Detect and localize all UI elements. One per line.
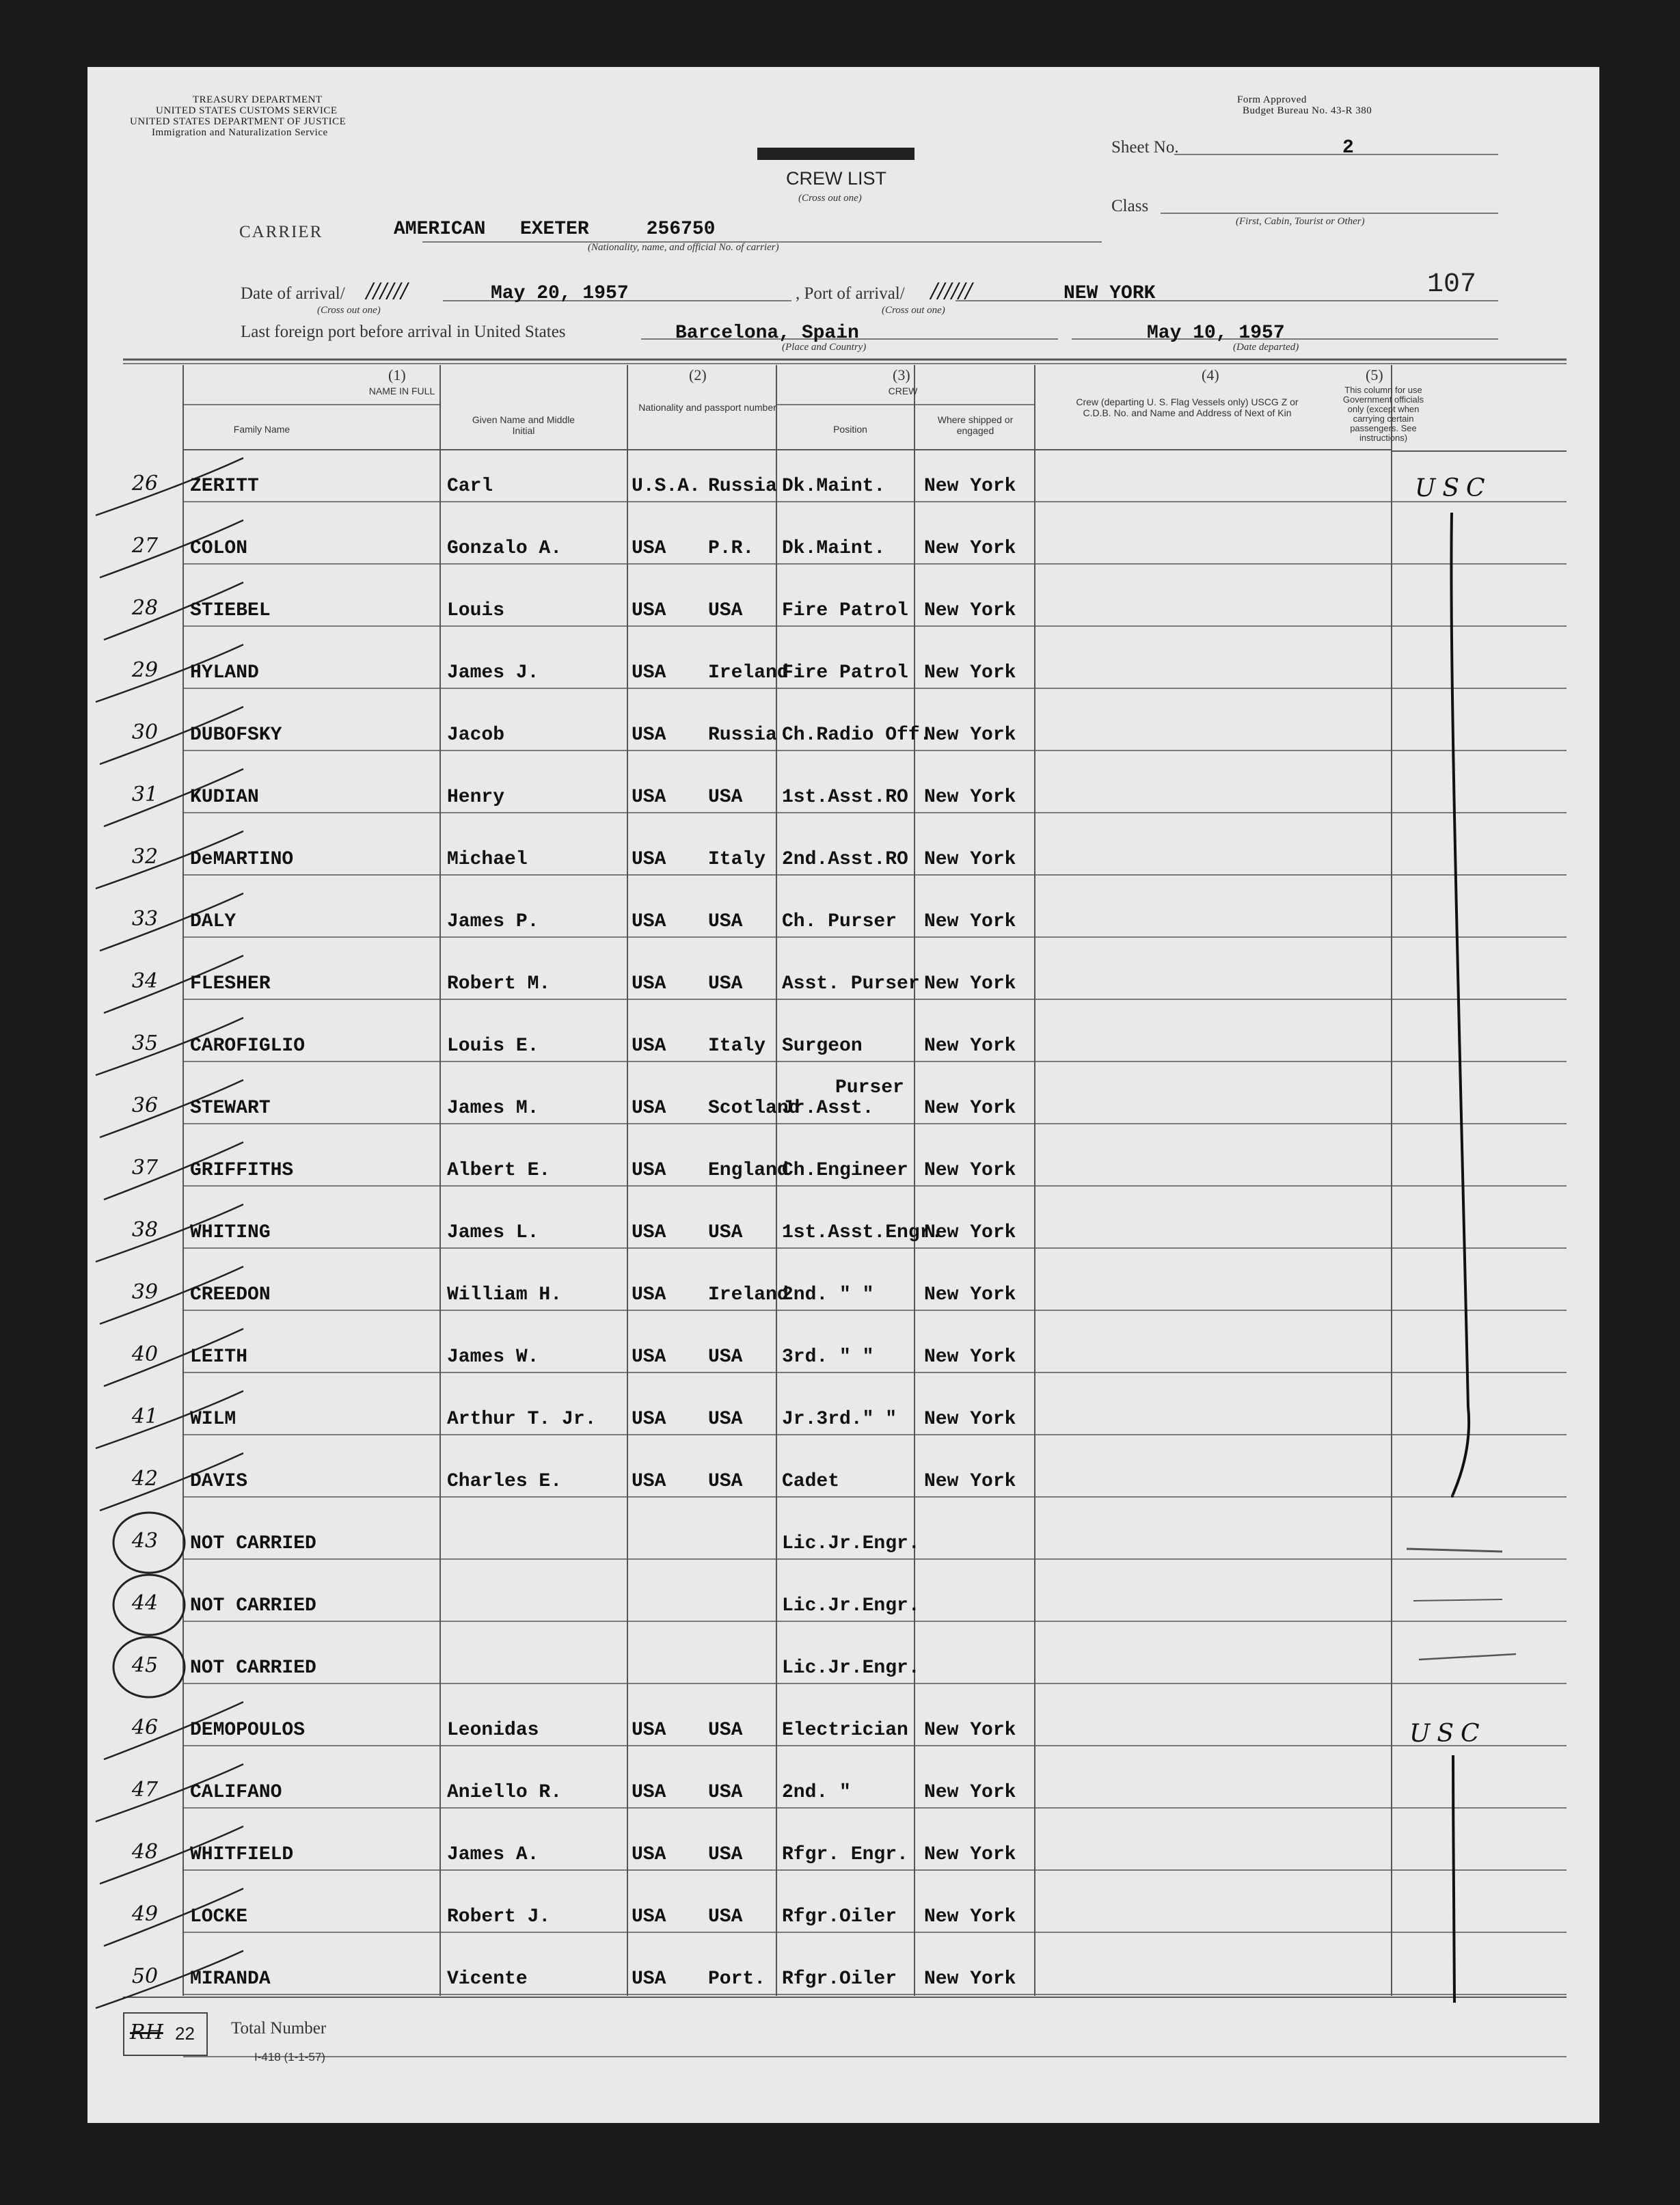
cell-family: FLESHER bbox=[190, 973, 271, 995]
cell-family: MIRANDA bbox=[190, 1969, 271, 1990]
cell-given: James P. bbox=[447, 911, 539, 932]
cell-nat: USA bbox=[632, 1160, 666, 1181]
col3-number: (3) bbox=[893, 366, 910, 383]
cell-given: James M. bbox=[447, 1098, 539, 1119]
cell-pass: Scotland bbox=[708, 1098, 800, 1119]
given-name-header: Given Name and Middle Initial bbox=[472, 414, 575, 436]
cell-position: Lic.Jr.Engr. bbox=[782, 1595, 920, 1616]
col5-mark: USC bbox=[1415, 474, 1492, 502]
row-number: 40 bbox=[131, 1342, 159, 1366]
col1-title: NAME IN FULL bbox=[368, 385, 435, 396]
approval-line: Budget Bureau No. 43-R 380 bbox=[1243, 105, 1372, 116]
cell-where: New York bbox=[924, 1284, 1016, 1306]
cell-pass: P.R. bbox=[708, 538, 755, 559]
cell-pass: USA bbox=[708, 911, 743, 932]
cell-family: STIEBEL bbox=[190, 600, 271, 621]
arrival-date-value: May 20, 1957 bbox=[491, 283, 629, 304]
row-number: 48 bbox=[131, 1840, 159, 1864]
row-number: 50 bbox=[131, 1964, 159, 1988]
row-number: 29 bbox=[131, 658, 159, 682]
cell-where: New York bbox=[924, 1844, 1016, 1865]
cell-nat: USA bbox=[632, 1720, 666, 1741]
port-strikeout: ////// bbox=[931, 279, 973, 303]
cell-nat: U.S.A. bbox=[632, 476, 701, 497]
cell-where: New York bbox=[924, 1036, 1016, 1057]
cell-nat: USA bbox=[632, 1098, 666, 1119]
row-number: 41 bbox=[131, 1405, 159, 1429]
cell-family: HYLAND bbox=[190, 662, 259, 684]
cell-position: Lic.Jr.Engr. bbox=[782, 1658, 920, 1679]
cell-position: Fire Patrol bbox=[782, 662, 908, 684]
cell-pass: USA bbox=[708, 1347, 743, 1368]
row-number: 28 bbox=[131, 596, 159, 620]
cell-nat: USA bbox=[632, 787, 666, 808]
cell-given: Robert M. bbox=[447, 973, 551, 995]
cell-nat: USA bbox=[632, 849, 666, 870]
crew-list-page bbox=[87, 67, 1599, 2123]
cell-family: WILM bbox=[190, 1409, 236, 1430]
col5-bracket bbox=[1453, 1755, 1454, 2003]
row-number: 26 bbox=[131, 472, 159, 496]
col2-title: Nationality and passport number bbox=[638, 402, 776, 413]
cell-where: New York bbox=[924, 538, 1016, 559]
cell-position: 1st.Asst.RO bbox=[782, 787, 908, 808]
cell-nat: USA bbox=[632, 1969, 666, 1990]
carrier-label: CARRIER bbox=[239, 223, 323, 241]
port-label: , Port of arrival/ bbox=[796, 284, 905, 303]
row-number: 34 bbox=[131, 969, 159, 993]
port-cross-note: (Cross out one) bbox=[882, 305, 945, 316]
cell-pass: Russia bbox=[708, 476, 777, 497]
cell-nat: USA bbox=[632, 973, 666, 995]
last-port-label: Last foreign port before arrival in United States bbox=[241, 323, 566, 341]
cell-nat: USA bbox=[632, 1409, 666, 1430]
cell-family: WHITING bbox=[190, 1222, 271, 1243]
row-number: 32 bbox=[131, 845, 159, 869]
cell-pass: USA bbox=[708, 600, 743, 621]
row-number: 49 bbox=[131, 1902, 159, 1926]
cell-position: Dk.Maint. bbox=[782, 538, 886, 559]
cell-given: Arthur T. Jr. bbox=[447, 1409, 597, 1430]
cell-where: New York bbox=[924, 1347, 1016, 1368]
last-port-value: Barcelona, Spain bbox=[675, 323, 859, 344]
cell-given: James L. bbox=[447, 1222, 539, 1243]
col1-number: (1) bbox=[388, 366, 406, 383]
carrier-value: AMERICAN EXETER 256750 bbox=[394, 219, 716, 240]
col2-number: (2) bbox=[689, 366, 707, 383]
cell-pass: USA bbox=[708, 1471, 743, 1492]
cell-given: Leonidas bbox=[447, 1720, 539, 1741]
col5-mark: USC bbox=[1409, 1720, 1487, 1748]
cell-nat: USA bbox=[632, 911, 666, 932]
form-code: I-418 (1-1-57) bbox=[254, 2051, 325, 2064]
row-number: 38 bbox=[131, 1218, 159, 1242]
cell-given: Henry bbox=[447, 787, 505, 808]
cell-family: DALY bbox=[190, 911, 236, 932]
stamp-number: 107 bbox=[1427, 269, 1477, 300]
cell-given: Jacob bbox=[447, 725, 505, 746]
cell-nat: USA bbox=[632, 725, 666, 746]
cell-family: ZERITT bbox=[190, 476, 259, 497]
cell-given: William H. bbox=[447, 1284, 563, 1306]
cell-given: James A. bbox=[447, 1844, 539, 1865]
cell-where: New York bbox=[924, 973, 1016, 995]
cell-given: Gonzalo A. bbox=[447, 538, 563, 559]
row-number: 36 bbox=[131, 1094, 159, 1118]
approval-line: Form Approved bbox=[1237, 94, 1307, 105]
cell-nat: USA bbox=[632, 1036, 666, 1057]
cell-pass: USA bbox=[708, 1844, 743, 1865]
cell-given: Louis E. bbox=[447, 1036, 539, 1057]
col3-title: CREW bbox=[888, 385, 918, 396]
cell-given: Carl bbox=[447, 476, 493, 497]
row-number: 45 bbox=[131, 1653, 159, 1677]
col5-bracket bbox=[1451, 513, 1469, 1496]
cell-given: Aniello R. bbox=[447, 1782, 563, 1803]
class-note: (First, Cabin, Tourist or Other) bbox=[1236, 216, 1365, 227]
col5-number: (5) bbox=[1366, 366, 1383, 383]
cell-family: CREEDON bbox=[190, 1284, 271, 1306]
cell-given: Robert J. bbox=[447, 1906, 551, 1927]
departed-value: May 10, 1957 bbox=[1147, 323, 1285, 344]
cell-position: Fire Patrol bbox=[782, 600, 908, 621]
cell-position-note: Purser bbox=[835, 1077, 904, 1098]
port-value: NEW YORK bbox=[1063, 283, 1156, 304]
agency-line: Immigration and Naturalization Service bbox=[152, 127, 328, 138]
cell-position: 2nd.Asst.RO bbox=[782, 849, 908, 870]
cell-family: LEITH bbox=[190, 1347, 248, 1368]
row-number: 31 bbox=[131, 783, 159, 807]
cell-where: New York bbox=[924, 787, 1016, 808]
sheet-value: 2 bbox=[1342, 137, 1354, 159]
cell-family: NOT CARRIED bbox=[190, 1658, 316, 1679]
cell-family: NOT CARRIED bbox=[190, 1595, 316, 1616]
cell-where: New York bbox=[924, 1720, 1016, 1741]
position-header: Position bbox=[833, 424, 867, 435]
arrival-date-label: Date of arrival/ bbox=[241, 284, 345, 303]
cell-nat: USA bbox=[632, 1844, 666, 1865]
cell-given: James W. bbox=[447, 1347, 539, 1368]
sheet-label: Sheet No. bbox=[1111, 138, 1179, 157]
cell-where: New York bbox=[924, 662, 1016, 684]
row-number: 27 bbox=[131, 534, 159, 558]
cell-position: Cadet bbox=[782, 1471, 840, 1492]
cell-given: Charles E. bbox=[447, 1471, 563, 1492]
total-label: Total Number bbox=[231, 2019, 327, 2038]
total-value: 22 bbox=[175, 2023, 195, 2044]
last-port-note: (Place and Country) bbox=[782, 342, 867, 353]
arrival-cross-note: (Cross out one) bbox=[317, 305, 381, 316]
row-number: 30 bbox=[131, 720, 159, 744]
cell-where: New York bbox=[924, 476, 1016, 497]
cell-where: New York bbox=[924, 1409, 1016, 1430]
cell-pass: Ireland bbox=[708, 662, 789, 684]
cell-nat: USA bbox=[632, 1782, 666, 1803]
cell-pass: Port. bbox=[708, 1969, 766, 1990]
col5-dash bbox=[1419, 1654, 1516, 1660]
cell-position: Electrician bbox=[782, 1720, 908, 1741]
cell-family: DeMARTINO bbox=[190, 849, 294, 870]
col4-title: Crew (departing U. S. Flag Vessels only) USCG Z or C.D.B. No. and Name and Address of Next of Kin bbox=[1076, 396, 1299, 418]
cell-position: Rfgr.Oiler bbox=[782, 1906, 897, 1927]
cell-where: New York bbox=[924, 1906, 1016, 1927]
title-note: (Cross out one) bbox=[798, 193, 862, 204]
row-number: 46 bbox=[131, 1716, 159, 1740]
cell-where: New York bbox=[924, 1098, 1016, 1119]
cell-position: Lic.Jr.Engr. bbox=[782, 1533, 920, 1554]
cell-where: New York bbox=[924, 1160, 1016, 1181]
cell-nat: USA bbox=[632, 538, 666, 559]
cell-nat: USA bbox=[632, 1284, 666, 1306]
col5-dash bbox=[1407, 1549, 1502, 1552]
cell-pass: USA bbox=[708, 1409, 743, 1430]
row-number: 43 bbox=[131, 1529, 159, 1553]
cell-position: Asst. Purser bbox=[782, 973, 920, 995]
row-number: 35 bbox=[131, 1031, 159, 1055]
cell-where: New York bbox=[924, 1782, 1016, 1803]
cell-pass: England bbox=[708, 1160, 789, 1181]
cell-nat: USA bbox=[632, 662, 666, 684]
cell-position: 2nd. " " bbox=[782, 1284, 874, 1306]
cell-family: LOCKE bbox=[190, 1906, 248, 1927]
cell-family: STEWART bbox=[190, 1098, 271, 1119]
total-initials: RH bbox=[130, 2020, 163, 2044]
cell-given: Louis bbox=[447, 600, 505, 621]
col5-dash bbox=[1413, 1599, 1502, 1601]
cell-position: Jr.Asst. bbox=[782, 1098, 874, 1119]
family-name-header: Family Name bbox=[233, 424, 290, 435]
cell-nat: USA bbox=[632, 1347, 666, 1368]
cell-family: KUDIAN bbox=[190, 787, 259, 808]
cell-pass: Ireland bbox=[708, 1284, 789, 1306]
row-number: 33 bbox=[131, 907, 159, 931]
row-number: 42 bbox=[131, 1467, 159, 1491]
class-label: Class bbox=[1111, 197, 1149, 215]
cell-where: New York bbox=[924, 1969, 1016, 1990]
cell-where: New York bbox=[924, 849, 1016, 870]
cell-given: Albert E. bbox=[447, 1160, 551, 1181]
cell-position: 1st.Asst.Engr. bbox=[782, 1222, 943, 1243]
cell-position: Ch. Purser bbox=[782, 911, 897, 932]
where-shipped-header: Where shipped or engaged bbox=[937, 414, 1014, 436]
row-number: 39 bbox=[131, 1280, 159, 1304]
cell-position: Rfgr. Engr. bbox=[782, 1844, 908, 1865]
cell-family: GRIFFITHS bbox=[190, 1160, 294, 1181]
agency-line: UNITED STATES CUSTOMS SERVICE bbox=[156, 105, 338, 116]
cell-family: DAVIS bbox=[190, 1471, 248, 1492]
cell-pass: Russia bbox=[708, 725, 777, 746]
cell-pass: Italy bbox=[708, 849, 766, 870]
cell-given: Michael bbox=[447, 849, 528, 870]
title-redaction bbox=[757, 148, 914, 160]
col4-number: (4) bbox=[1202, 366, 1219, 383]
cell-family: DEMOPOULOS bbox=[190, 1720, 306, 1741]
cell-where: New York bbox=[924, 725, 1016, 746]
cell-position: Ch.Radio Off. bbox=[782, 725, 932, 746]
form-title: CREW LIST bbox=[786, 168, 887, 189]
cell-where: New York bbox=[924, 1471, 1016, 1492]
cell-nat: USA bbox=[632, 600, 666, 621]
cell-pass: USA bbox=[708, 1222, 743, 1243]
cell-family: WHITFIELD bbox=[190, 1844, 294, 1865]
carrier-note: (Nationality, name, and official No. of carrier) bbox=[588, 242, 779, 253]
row-number: 44 bbox=[131, 1591, 159, 1615]
cell-family: CALIFANO bbox=[190, 1782, 282, 1803]
cell-nat: USA bbox=[632, 1222, 666, 1243]
arrival-strikeout: ////// bbox=[366, 279, 408, 303]
row-number: 47 bbox=[131, 1778, 159, 1802]
cell-family: NOT CARRIED bbox=[190, 1533, 316, 1554]
cell-position: Jr.3rd." " bbox=[782, 1409, 897, 1430]
cell-position: Dk.Maint. bbox=[782, 476, 886, 497]
cell-position: Surgeon bbox=[782, 1036, 863, 1057]
cell-family: CAROFIGLIO bbox=[190, 1036, 306, 1057]
cell-pass: USA bbox=[708, 1782, 743, 1803]
cell-pass: USA bbox=[708, 1906, 743, 1927]
cell-where: New York bbox=[924, 600, 1016, 621]
departed-note: (Date departed) bbox=[1233, 342, 1299, 353]
cell-position: Ch.Engineer bbox=[782, 1160, 908, 1181]
cell-nat: USA bbox=[632, 1906, 666, 1927]
cell-position: 3rd. " " bbox=[782, 1347, 874, 1368]
cell-nat: USA bbox=[632, 1471, 666, 1492]
cell-pass: USA bbox=[708, 973, 743, 995]
cell-where: New York bbox=[924, 911, 1016, 932]
cell-position: 2nd. " bbox=[782, 1782, 851, 1803]
cell-given: James J. bbox=[447, 662, 539, 684]
cell-position: Rfgr.Oiler bbox=[782, 1969, 897, 1990]
cell-pass: USA bbox=[708, 787, 743, 808]
row-number: 37 bbox=[131, 1156, 159, 1180]
cell-where: New York bbox=[924, 1222, 1016, 1243]
agency-line: UNITED STATES DEPARTMENT OF JUSTICE bbox=[130, 116, 347, 127]
cell-family: COLON bbox=[190, 538, 248, 559]
cell-family: DUBOFSKY bbox=[190, 725, 282, 746]
agency-line: TREASURY DEPARTMENT bbox=[193, 94, 323, 105]
cell-pass: USA bbox=[708, 1720, 743, 1741]
col5-title: This column for use Government officials only (except when carrying certain passengers. See instructions) bbox=[1342, 385, 1424, 443]
cell-pass: Italy bbox=[708, 1036, 766, 1057]
cell-given: Vicente bbox=[447, 1969, 528, 1990]
